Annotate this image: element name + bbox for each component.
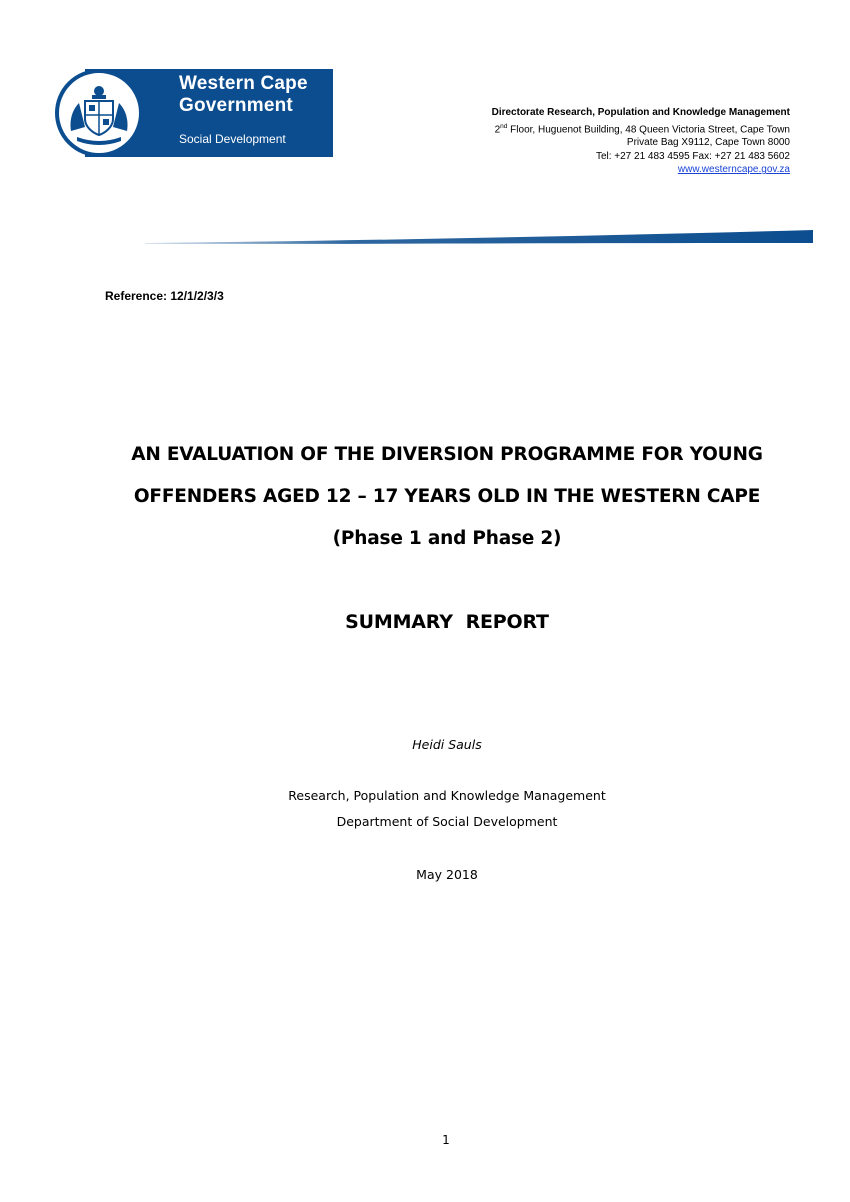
address-floor: 2nd Floor, Huguenot Building, 48 Queen Victoria Street, Cape Town [494,122,790,135]
author-name: Heidi Sauls [412,737,482,752]
title-line-3: (Phase 1 and Phase 2) [332,528,562,549]
page-number: 1 [442,1133,450,1147]
report-date: May 2018 [416,867,478,882]
header-divider [145,228,815,246]
logo-text-line1: Western Cape [179,73,308,94]
department-logo [55,69,333,157]
logo-text-line3: Social Development [179,132,286,146]
title-line-2: OFFENDERS AGED 12 – 17 YEARS OLD IN THE WESTERN CAPE [133,486,761,507]
coat-of-arms-icon [55,69,143,157]
report-type: SUMMARY REPORT [345,611,549,633]
website-link[interactable]: www.westerncape.gov.za [677,164,790,176]
reference-number: Reference: 12/1/2/3/3 [105,289,224,303]
logo-text-line2: Government [179,95,293,116]
organisation-line-1: Research, Population and Knowledge Management [288,788,606,803]
directorate-name: Directorate Research, Population and Knowledge Management [491,107,790,118]
address-private-bag: Private Bag X9112, Cape Town 8000 [626,137,790,149]
contact-address-block [492,106,790,177]
address-phone-fax: Tel: +27 21 483 4595 Fax: +27 21 483 5602 [595,150,790,162]
title-line-1: AN EVALUATION OF THE DIVERSION PROGRAMME FOR YOUNG [131,444,763,465]
organisation-line-2: Department of Social Development [336,814,558,829]
